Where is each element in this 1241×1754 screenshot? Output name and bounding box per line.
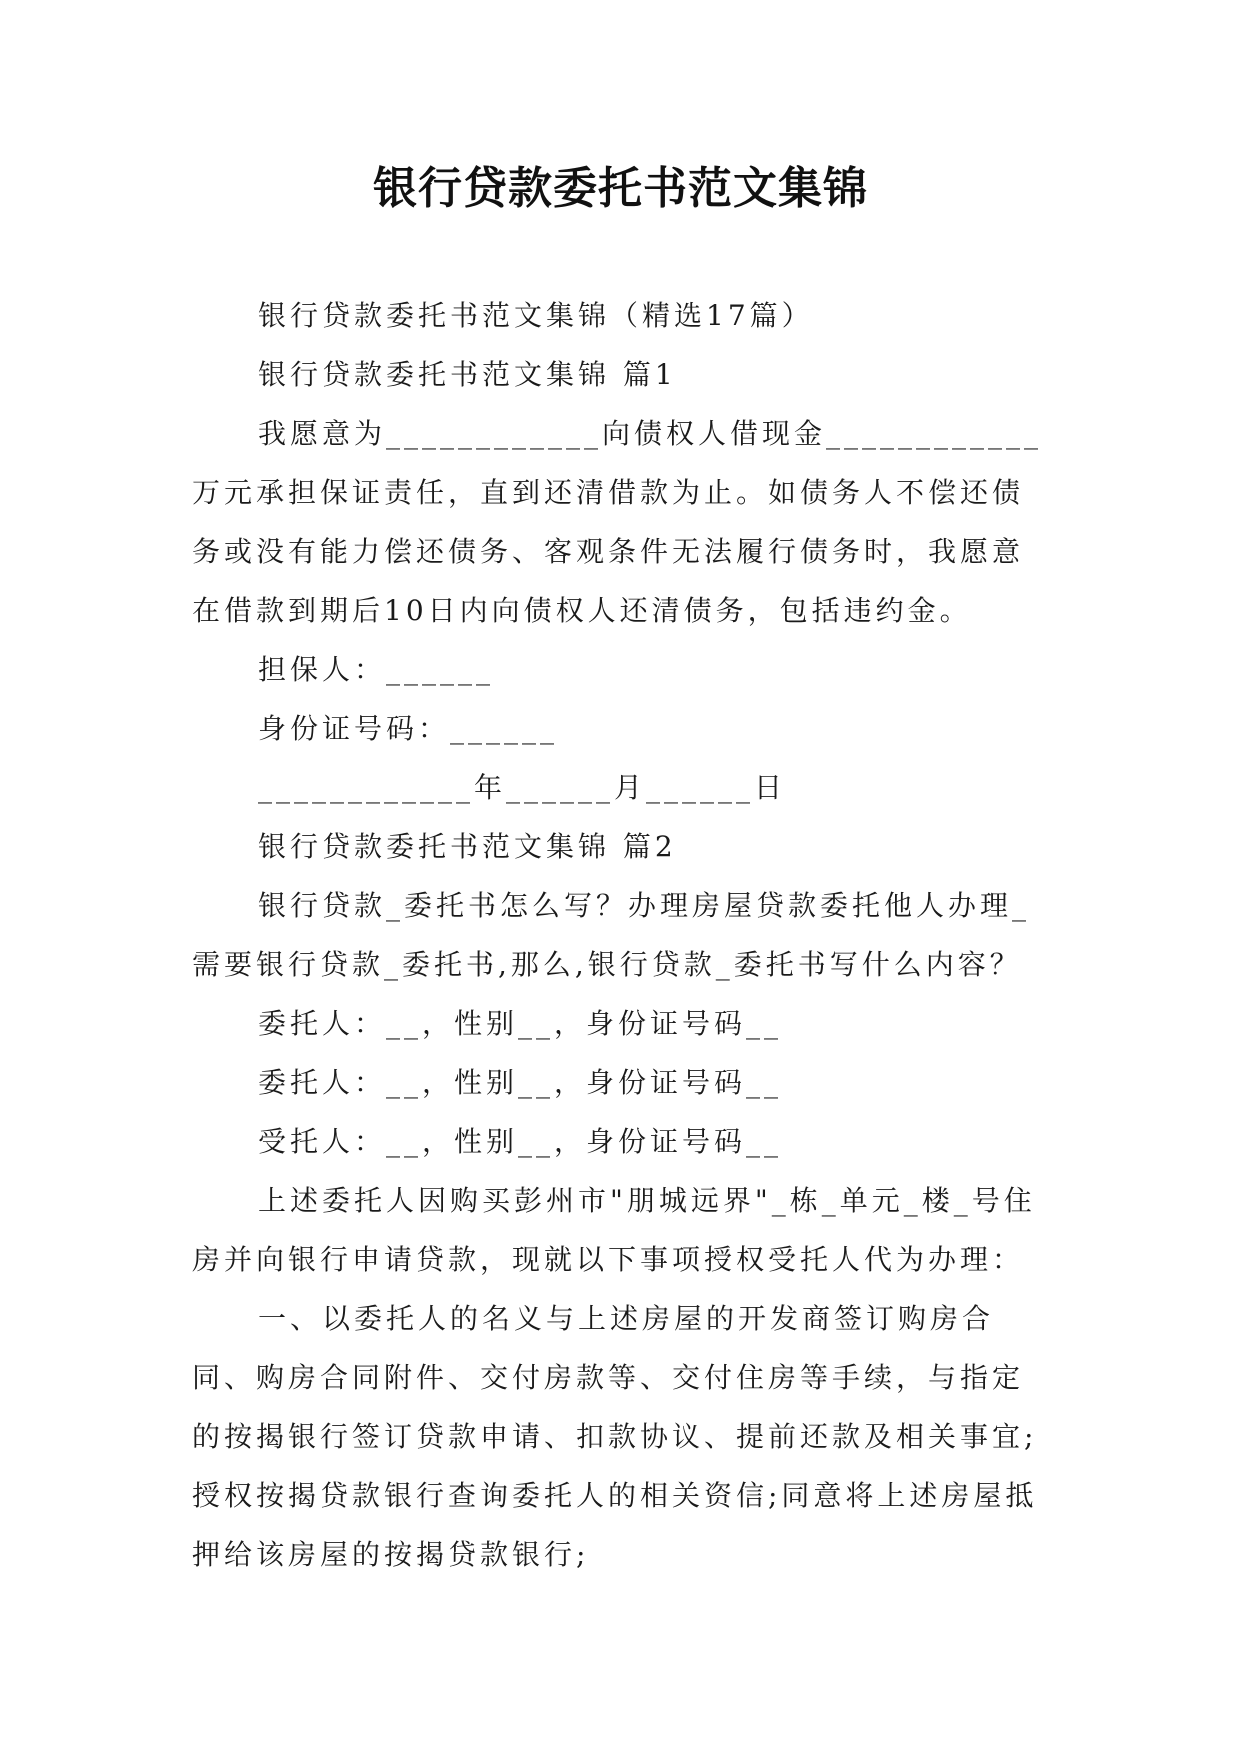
document-body — [192, 286, 1052, 1584]
paragraph-subtitle: 银行贷款委托书范文集锦（精选17篇） — [258, 299, 814, 332]
section-heading-1: 银行贷款委托书范文集锦 篇1 — [258, 358, 677, 391]
agent-line: 受托人：__，性别__，身份证号码__ — [258, 1125, 783, 1158]
section-heading-2: 银行贷款委托书范文集锦 篇2 — [258, 830, 677, 863]
guarantor-line: 担保人：______ — [258, 653, 495, 686]
paragraph-intro: 银行贷款_委托书怎么写？办理房屋贷款委托他人办理_需要银行贷款_委托书,那么,银行贷款_委托书写什么内容？ — [192, 889, 1031, 981]
principal-line-2: 委托人：__，性别__，身份证号码__ — [258, 1066, 783, 1099]
document-title: 银行贷款委托书范文集锦 — [373, 163, 868, 214]
date-line: ____________年______月______日 — [258, 771, 787, 804]
paragraph-item-1: 一、以委托人的名义与上述房屋的开发商签订购房合同、购房合同附件、交付房款等、交付住房等手续，与指定的按揭银行签订贷款申请、扣款协议、提前还款及相关事宜;授权按揭贷款银行查询委托人的相关资信;同意将上述房屋抵押给该房屋的按揭贷款银行; — [192, 1302, 1038, 1571]
paragraph-guarantee: 我愿意为____________向债权人借现金____________万元承担保证责任，直到还清借款为止。如债务人不偿还债务或没有能力偿还债务、客观条件无法履行债务时，我愿意在借款到期后10日内向债权人还清债务，包括违约金。 — [192, 417, 1043, 627]
principal-line-1: 委托人：__，性别__，身份证号码__ — [258, 1007, 783, 1040]
paragraph-authorization: 上述委托人因购买彭州市"朋城远界"_栋_单元_楼_号住房并向银行申请贷款，现就以下事项授权受托人代为办理： — [192, 1184, 1036, 1276]
id-number-line: 身份证号码：______ — [258, 712, 559, 745]
